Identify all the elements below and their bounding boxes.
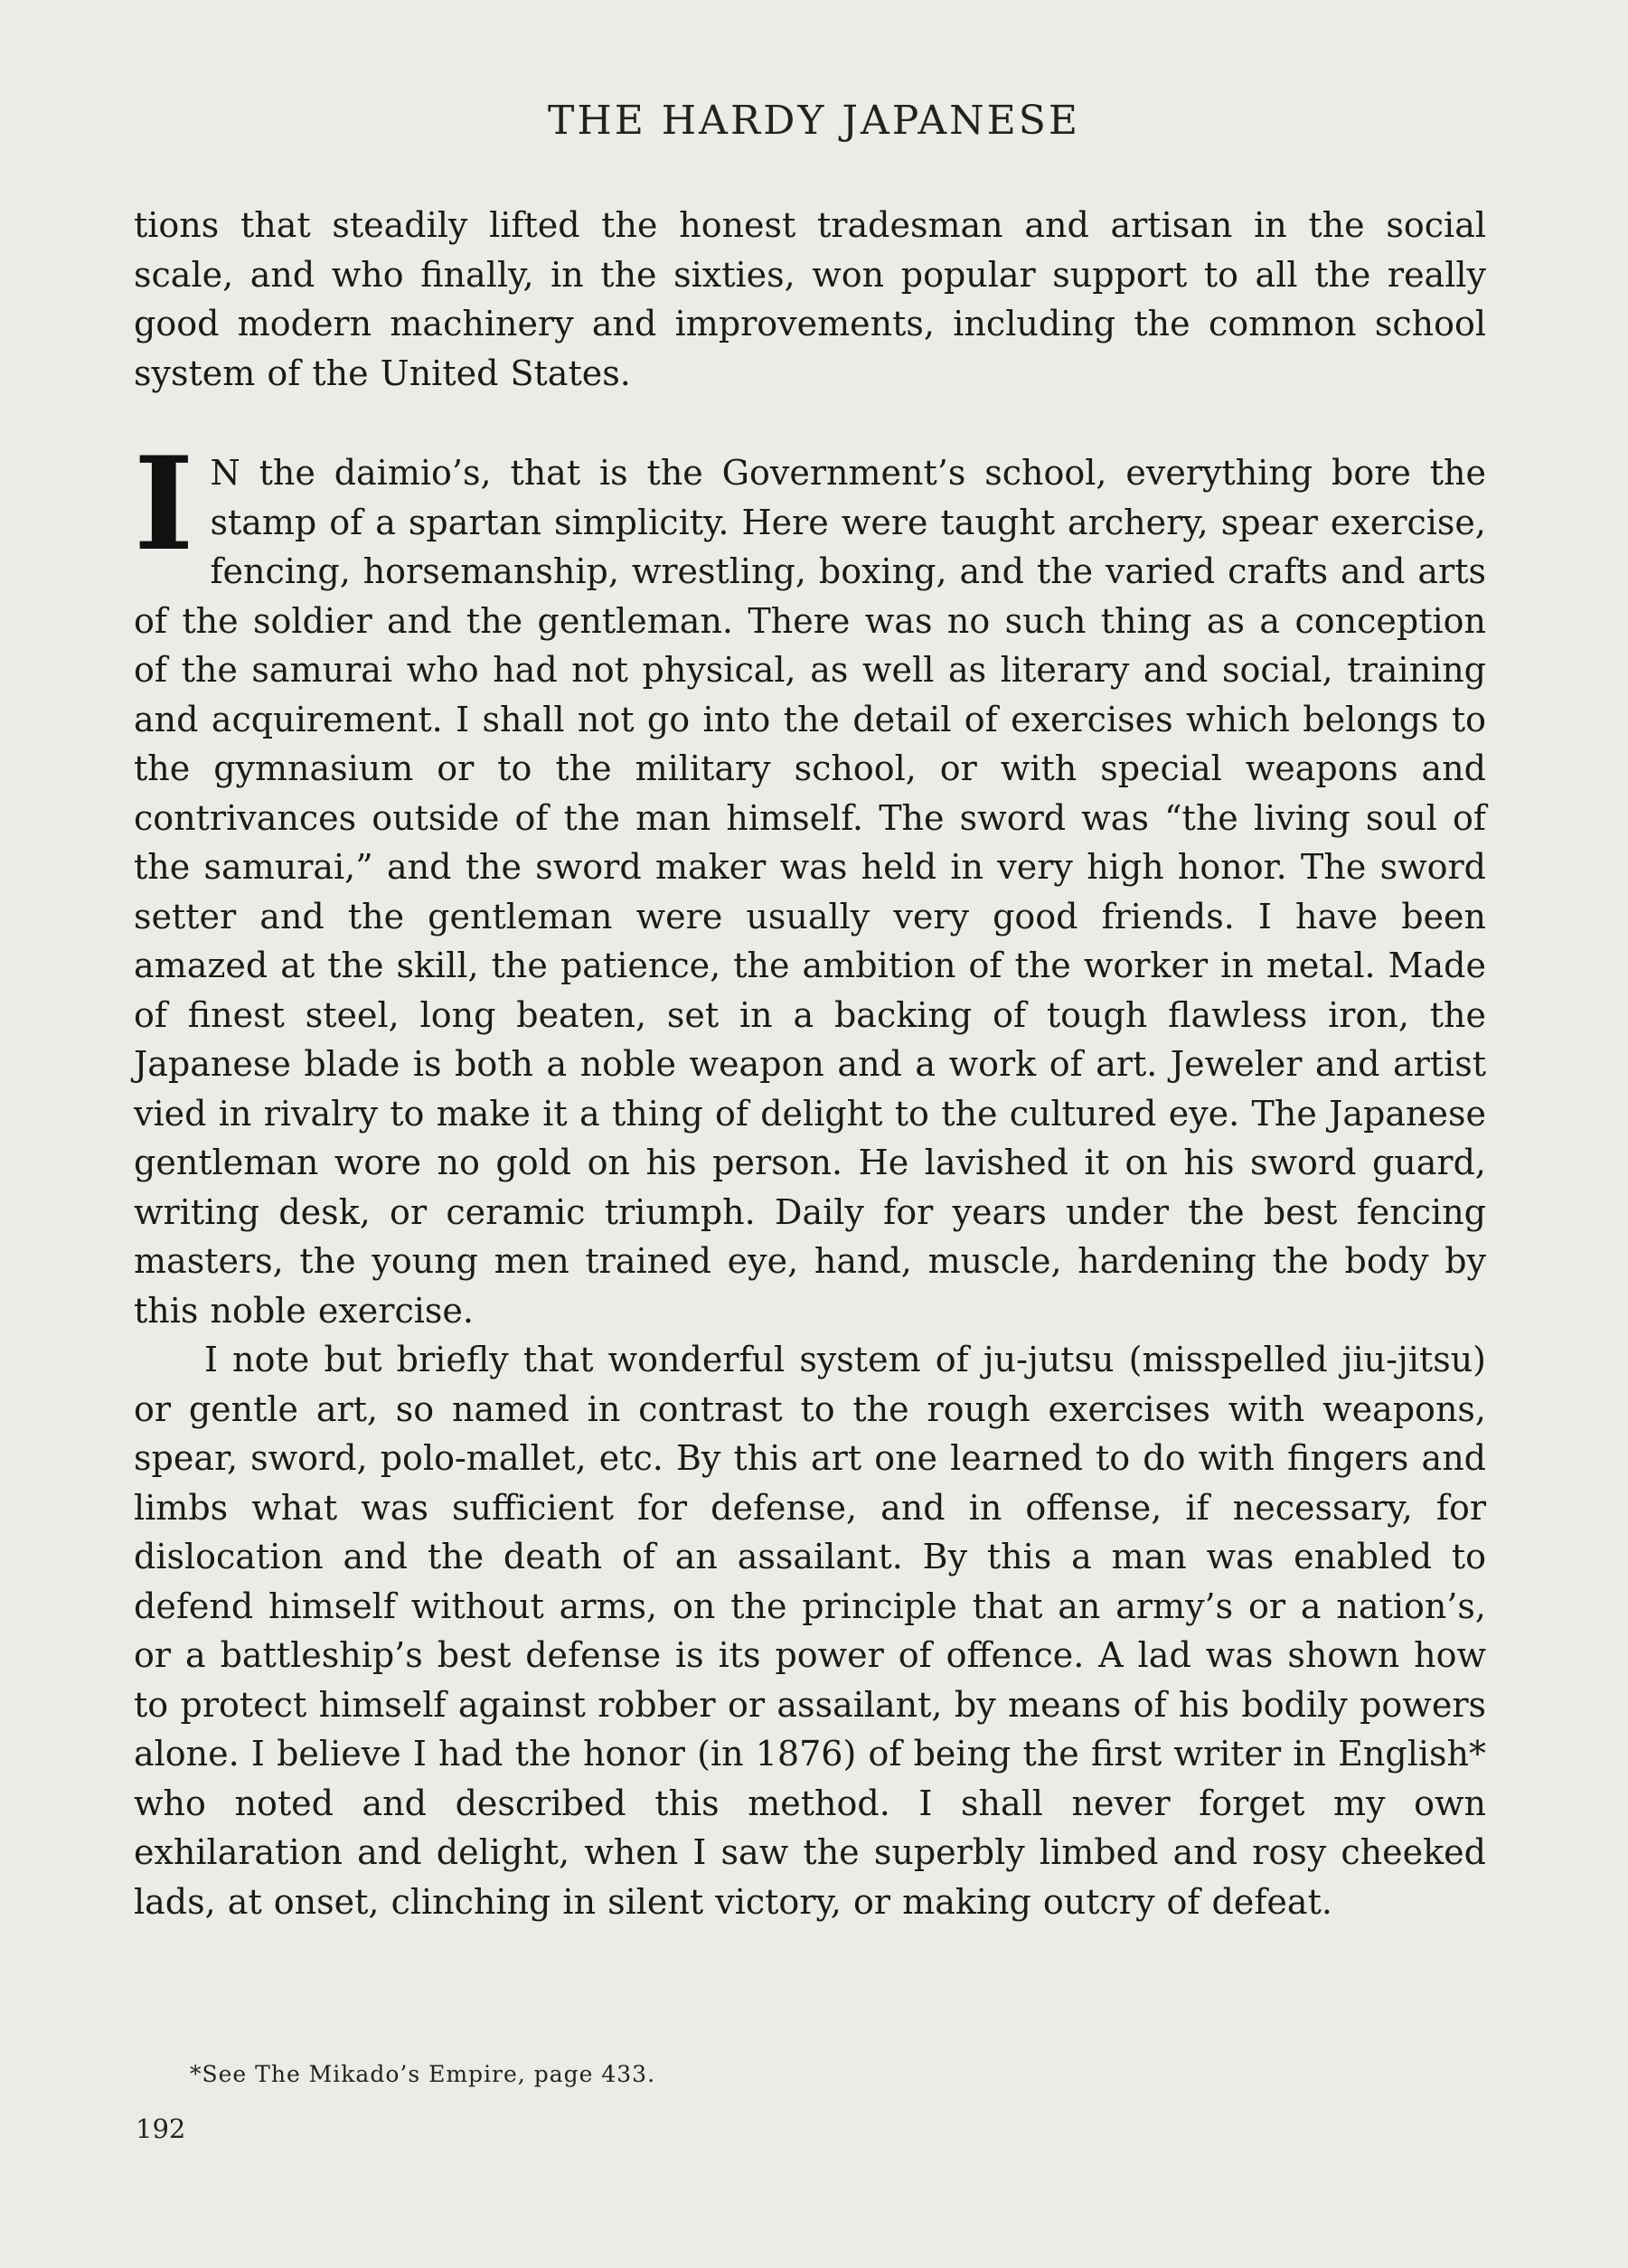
footnote: *See The Mikado’s Empire, page 433. bbox=[190, 2061, 656, 2087]
page-number: 192 bbox=[136, 2113, 186, 2144]
section-break bbox=[134, 398, 1486, 448]
running-head: THE HARDY JAPANESE bbox=[547, 98, 1081, 144]
paragraph-text: N the daimio’s, that is the Government’s school, everything bore the stamp of a spartan simplicity. Here were taught archery, spear exercise, fencing, horsemanship, wrestling, boxing, and the varied crafts and arts of the soldier and the gentleman. There was no such thing as a conception of the samurai who had not physical, as well as literary and social, training and acquirement. I shall not go into the detail of exercises which belongs to the gymnasium or to the military school, or with special weapons and contrivances outside of the man himself. The sword was “the living soul of the samurai,” and the sword maker was held in very high honor. The sword setter and the gentleman were usually very good friends. I have been amazed at the skill, the patience, the ambition of the worker in metal. Made of finest steel, long beaten, set in a backing of tough flawless iron, the Japanese blade is both a noble weapon and a work of art. Jeweler and artist vied in rivalry to make it a thing of delight to the cultured eye. The Japanese gentleman wore no gold on his person. He lavished it on his sword guard, writing desk, or ceramic triumph. Daily for years under the best fencing masters, the young men trained eye, hand, muscle, hardening the body by this noble exercise. bbox=[134, 453, 1486, 1331]
paragraph-continued: tions that steadily lifted the honest tradesman and artisan in the social scale, and who finally, in the sixties, won popular support to all the really good modern machinery and improvements, including the common school system of the United States. bbox=[134, 205, 1486, 393]
body-text bbox=[134, 201, 1486, 1926]
paragraph-with-initial bbox=[134, 429, 1486, 1335]
paragraph-jujutsu: I note but briefly that wonderful system of ju-jutsu (misspelled jiu-jitsu) or gentle art, so named in contrast to the rough exercises with weapons, spear, sword, polo-mallet, etc. By this art one learned to do with fingers and limbs what was sufficient for defense, and in offense, if necessary, for dislocation and the death of an assailant. By this a man was enabled to defend himself without arms, on the principle that an army’s or a nation’s, or a battleship’s best defense is its power of offence. A lad was shown how to protect himself against robber or assailant, by means of his bodily powers alone. I believe I had the honor (in 1876) of being the first writer in English* who noted and described this method. I shall never forget my own exhilaration and delight, when I saw the superbly limbed and rosy cheeked lads, at onset, clinching in silent victory, or making outcry of defeat. bbox=[134, 1340, 1486, 1922]
drop-cap: I bbox=[134, 429, 194, 579]
